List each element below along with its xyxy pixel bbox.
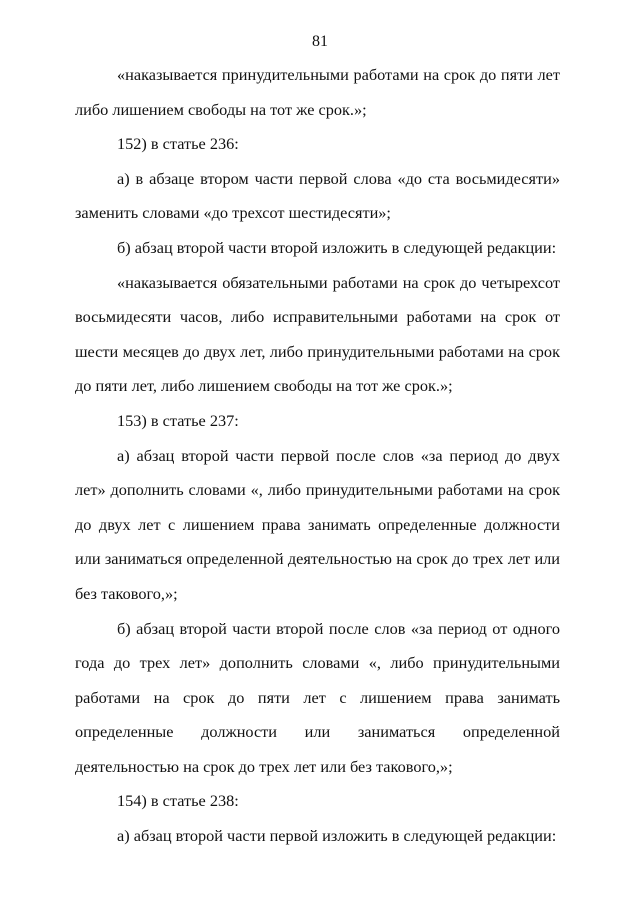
paragraph-item-153-b: б) абзац второй части второй после слов «за период от одного года до трех лет» дополнить словами «, либо принудительными работами на срок до пяти лет с лишением права занимать определенные должности или заниматься определенной деятельностью на срок до трех лет или без такового,»; <box>75 618 560 776</box>
paragraph-item-153-a: а) абзац второй части первой после слов «за период до двух лет» дополнить словами «, либо принудительными работами на срок до двух лет с лишением права занимать определенные должности или заниматься определенной деятельностью на срок до трех лет или без такового,»; <box>75 445 560 603</box>
paragraph-item-154-a: а) абзац второй части первой изложить в следующей редакции: <box>117 826 557 846</box>
document-body <box>75 58 560 854</box>
paragraph-item-154: 154) в статье 238: <box>117 791 239 811</box>
paragraph-item-152-b: б) абзац второй части второй изложить в следующей редакции: <box>117 237 557 257</box>
page-number: 81 <box>312 33 328 50</box>
paragraph-item-153: 153) в статье 237: <box>117 410 239 430</box>
paragraph-item-152-a: а) в абзаце втором части первой слова «до ста восьмидесяти» заменить словами «до трехсот шестидесяти»; <box>75 168 560 223</box>
paragraph-quote-punishment: «наказывается принудительными работами на срок до пяти лет либо лишением свободы на тот же срок.»; <box>75 65 560 119</box>
paragraph-quote-new-wording: «наказывается обязательными работами на срок до четырехсот восьмидесяти часов, либо исправительными работами на срок от шести месяцев до двух лет, либо принудительными работами на срок до пяти лет, либо лишением свободы на тот же срок.»; <box>75 272 560 396</box>
paragraph-item-152: 152) в статье 236: <box>117 134 239 154</box>
